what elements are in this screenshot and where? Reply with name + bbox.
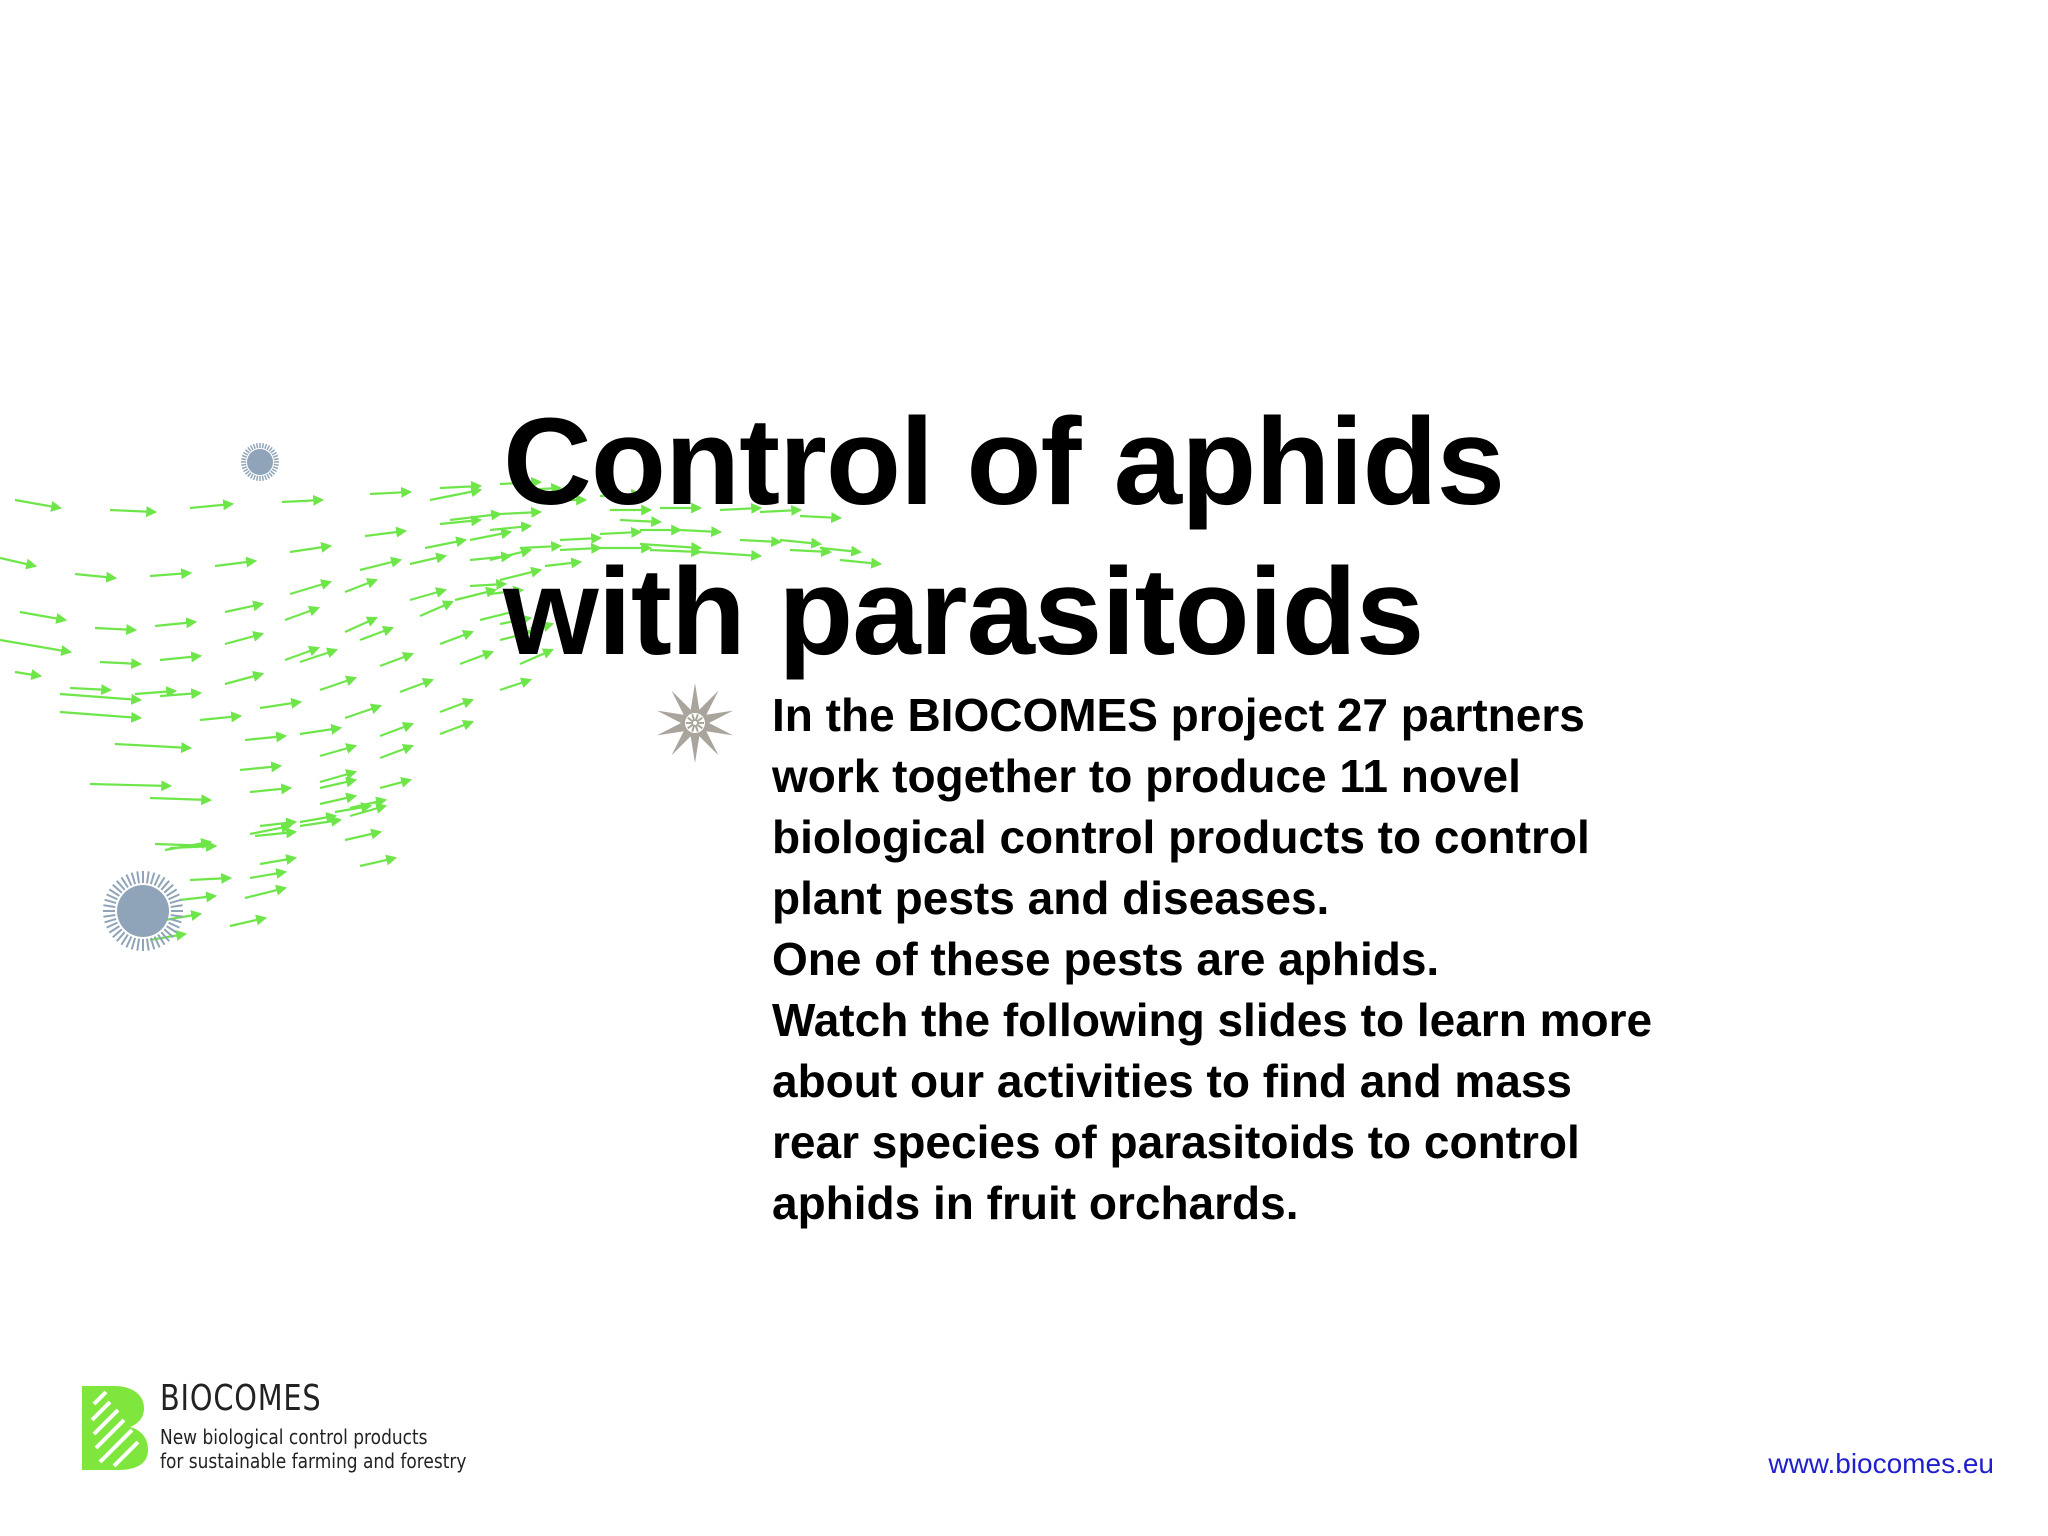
arrow-mark [320,796,355,804]
logo-tagline [160,1425,466,1473]
arrow-mark [90,784,170,786]
arrow-mark [135,691,175,694]
arrow-mark [115,744,190,748]
arrow-mark [100,662,140,664]
arrow-mark [425,540,465,548]
arrow-mark [360,628,392,640]
arrow-mark [60,694,140,700]
arrow-mark [150,798,210,800]
arrow-mark [380,724,412,736]
sun-icon-top [241,443,279,481]
arrow-mark [345,618,376,632]
arrow-mark [0,558,35,566]
arrow-mark [70,688,110,690]
arrow-mark [190,504,232,508]
arrow-mark [455,590,495,600]
body-line: In the BIOCOMES project 27 partners [772,689,1585,741]
arrow-mark [440,700,472,712]
body-line: biological control products to control [772,811,1590,863]
arrow-mark [460,652,492,664]
arrow-mark [75,574,115,578]
arrow-mark [290,546,330,552]
arrow-mark [180,896,215,900]
arrow-mark [225,604,262,612]
body-line: rear species of parasitoids to control [772,1116,1580,1168]
arrow-mark [225,674,262,684]
body-line: Watch the following slides to learn more [772,994,1653,1046]
arrow-mark [410,590,445,600]
logo-name: BIOCOMES [160,1378,322,1419]
arrow-mark [215,561,255,566]
arrow-mark [225,634,262,644]
biocomes-logo-icon [80,1384,150,1472]
body-line: One of these pests are aphids. [772,933,1440,985]
body-line: work together to produce 11 novel [772,750,1521,802]
slide-title-line-2: with parasitoids [503,544,1424,681]
logo-tagline-line-2: for sustainable farming and forestry [160,1449,467,1473]
arrow-mark [260,702,300,708]
arrow-mark [245,888,285,898]
arrow-mark [190,878,230,880]
arrow-mark [320,746,355,756]
arrow-mark [155,622,195,626]
arrow-mark [380,654,412,666]
arrow-mark [250,788,290,792]
arrow-mark [345,580,376,592]
arrow-mark [440,632,472,644]
arrow-mark [245,736,285,740]
arrow-mark [380,780,410,788]
arrow-mark [440,722,472,734]
arrow-mark [15,672,40,676]
arrow-mark [160,656,200,660]
arrow-mark [440,486,480,488]
arrow-mark [290,582,330,594]
arrow-mark [440,520,480,524]
logo-tagline-line-1: New biological control products [160,1425,428,1449]
arrow-mark [60,712,140,718]
arrow-mark [160,693,200,696]
website-link[interactable]: www.biocomes.eu [1768,1448,1994,1479]
body-line: plant pests and diseases. [772,872,1330,924]
arrow-mark [345,706,380,718]
arrow-mark [285,608,318,620]
arrow-mark [360,858,395,866]
arrow-mark [150,573,190,576]
arrow-mark [345,832,380,840]
body-line: aphids in fruit orchards. [772,1177,1299,1229]
arrow-mark [300,728,340,734]
sun-icon-bottom [103,871,183,951]
arrow-mark [260,858,295,864]
arrow-mark [470,584,505,586]
arrow-mark [450,514,500,520]
biocomes-logo [80,1378,500,1478]
arrow-mark [430,490,480,500]
arrow-mark [360,560,400,570]
arrow-mark [240,766,280,770]
arrow-mark [95,628,135,630]
arrow-mark [200,716,240,720]
star-icon [657,683,733,763]
body-line: about our activities to find and mass [772,1055,1573,1107]
arrow-mark [250,872,285,878]
slide-title [503,388,1703,688]
arrow-mark [20,612,65,620]
arrow-mark [380,746,412,758]
slide-title-line-1: Control of aphids [503,394,1505,531]
arrow-mark [110,510,155,512]
arrow-mark [320,678,355,690]
arrow-mark [420,602,452,616]
arrow-mark [410,556,445,564]
arrow-mark [230,918,265,926]
arrow-mark [400,680,432,692]
arrow-mark [0,640,70,652]
arrow-mark [370,492,410,494]
arrow-mark [282,500,322,502]
arrow-mark [365,531,405,536]
arrow-mark [15,500,60,508]
slide-body-text [772,685,1872,1234]
